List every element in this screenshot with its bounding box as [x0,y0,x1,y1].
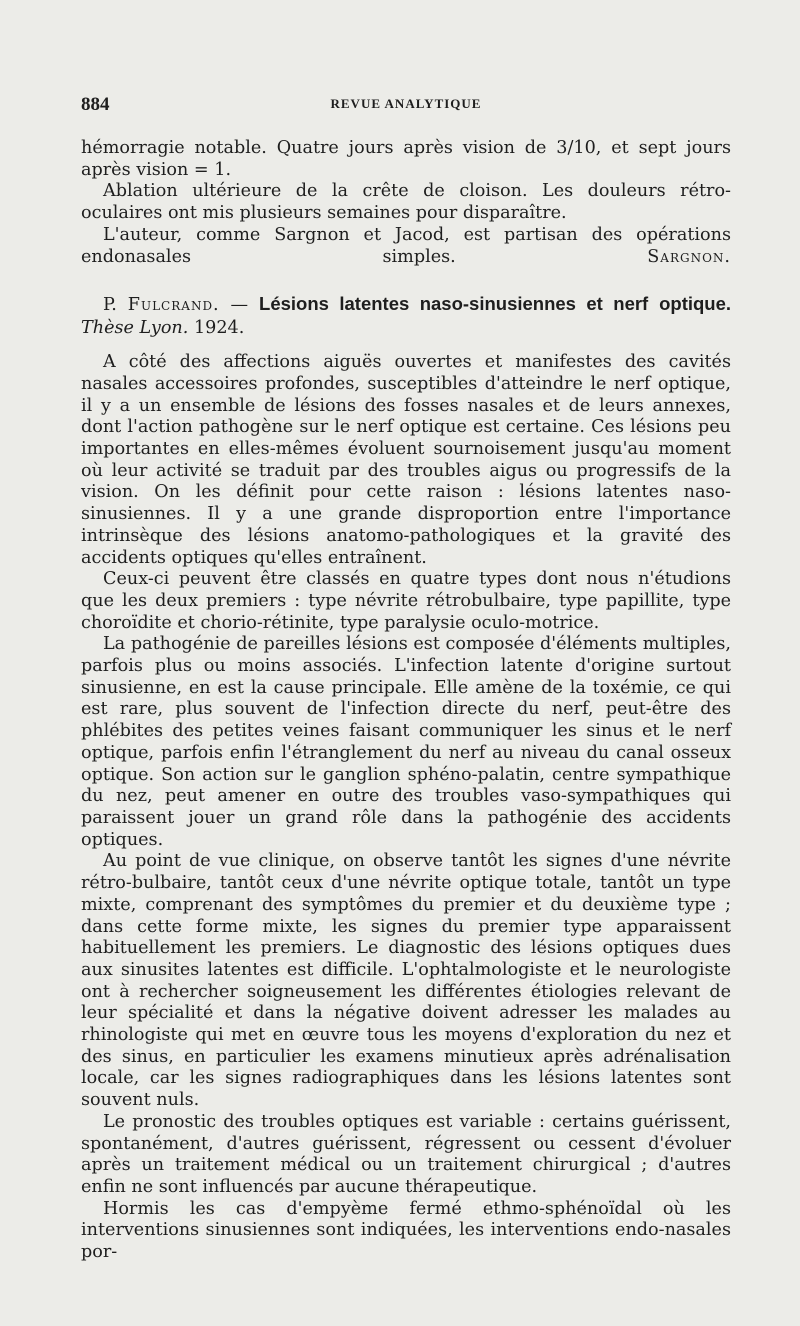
heading-dash: — [230,295,249,316]
article-paragraph: Le pronostic des troubles optiques est variable : certains guérissent, spontanément, d'autres guérissent, régressent ou cessent d'évoluer après un traitement médical ou un traitement chirurgical ; d'autres enfin ne sont influencés par aucune thérapeutique. [81,1111,731,1197]
page-number: 884 [81,94,110,115]
previous-article-last-paragraph [81,225,731,268]
previous-article-paragraph: Ablation ultérieure de la crête de cloison. Les douleurs rétro-oculaires ont mis plusieurs semaines pour disparaître. [81,181,731,224]
page-header [81,94,731,118]
article-paragraph: Au point de vue clinique, on observe tantôt les signes d'une névrite rétro-bulbaire, tantôt ceux d'une névrite optique totale, tantôt un type mixte, comprenant des symptômes du premier et du deuxième type ; dans cette forme mixte, les signes du premier type apparaissent habituellement les premiers. Le diagnostic des lésions optiques dues aux sinusites latentes est difficile. L'ophtalmologiste et le neurologiste ont à rechercher soigneusement les différentes étiologies relevant de leur spécialité et dans la négative doivent adresser les malades au rhinologiste qui met en œuvre tous les moyens d'exploration du nez et des sinus, en particulier les examens minutieux après adrénalisation locale, car les signes radiographiques dans les lésions latentes sont souvent nuls. [81,851,731,1111]
author-name: Fulcrand. [127,295,220,316]
article-title: Lésions latentes naso-sinusiennes et nerf [259,293,649,315]
body-text [81,138,731,1264]
article-year: 1924. [193,318,245,339]
article-paragraph: Ceux-ci peuvent être classés en quatre types dont nous n'étudions que les deux premiers : type névrite rétrobulbaire, type papillite, type choroïdite et chorio-rétinite, type paralysie oculo-motrice. [81,569,731,633]
author-initial: P. [103,295,117,316]
article-paragraph: Hormis les cas d'empyème fermé ethmo-sphénoïdal où les interventions sinusiennes sont indiquées, les interventions endo-nasales por- [81,1198,731,1263]
article-title-end: optique. [659,293,732,315]
article-paragraph: La pathogénie de pareilles lésions est composée d'éléments multiples, parfois plus ou moins associés. L'infection latente d'origine surtout sinusienne, en est la cause principale. Elle amène de la toxémie, ce qui est rare, plus souvent de l'infection directe du nerf, peut-être des phlébites des petites veines faisant communiquer les sinus et le nerf optique, parfois enfin l'étranglement du nerf au niveau du canal osseux optique. Son action sur le ganglion sphéno-palatin, centre sympathique du nez, peut amener en outre des troubles vaso-sympathiques qui paraissent jouer un grand rôle dans la pathogénie des accidents optiques. [81,634,731,850]
previous-article-paragraph: hémorragie notable. Quatre jours après vision de 3/10, et sept jours après vision = 1. [81,138,731,180]
article-source: Thèse Lyon. [81,318,189,339]
running-head: REVUE ANALYTIQUE [330,96,482,111]
article-paragraph: A côté des affections aiguës ouvertes et manifestes des cavités nasales accessoires profondes, susceptibles d'atteindre le nerf optique, il y a un ensemble de lésions des fosses nasales et de leurs annexes, dont l'action pathogène sur le nerf optique est certaine. Ces lésions peu importantes en elles-mêmes évoluent sournoisement jusqu'au moment où leur activité se traduit par des troubles aigus ou progressifs de la vision. On les définit pour cette raison : lésions latentes naso-sinusiennes. Il y a une grande disproportion entre l'importance intrinsèque des lésions anatomo-pathologiques et la gravité des accidents optiques qu'elles entraînent. [81,352,731,568]
article-heading [81,292,731,340]
previous-article-paragraph: L'auteur, comme Sargnon et Jacod, est partisan des opérations endonasales simples. [81,224,731,267]
signature: Sargnon. [647,246,732,267]
